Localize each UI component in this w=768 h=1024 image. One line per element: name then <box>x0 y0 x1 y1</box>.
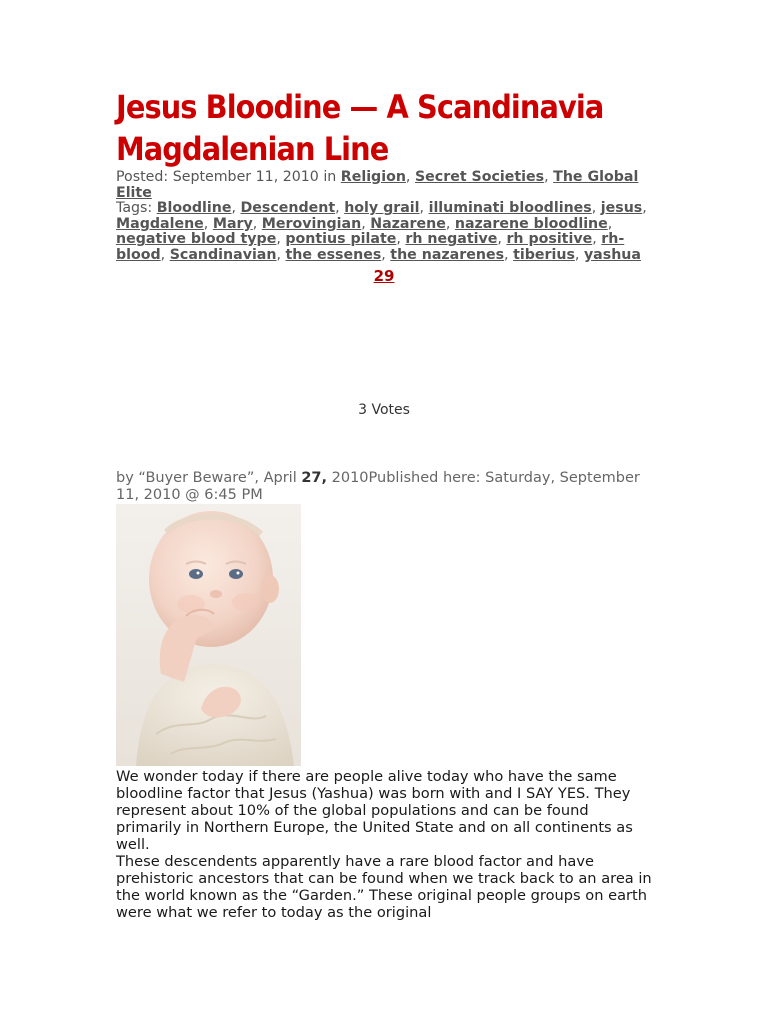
tag-separator: , <box>497 231 507 248</box>
tags-label: Tags: <box>116 200 157 217</box>
votes-label: 3 Votes <box>358 402 410 418</box>
tag-link[interactable]: yashua <box>583 246 641 263</box>
tag-separator: , <box>591 200 601 217</box>
baby-photo <box>116 504 301 766</box>
tag-link[interactable]: Descendent <box>240 200 336 217</box>
category-link-global-elite[interactable]: The Global Elite <box>116 169 639 201</box>
tag-separator: , <box>381 246 391 263</box>
post-title: Jesus Bloodine — A Scandinavia Magdalenian Line <box>116 88 604 168</box>
tag-separator: , <box>396 231 406 248</box>
post-tags <box>116 201 652 263</box>
byline <box>116 470 652 504</box>
tag-link[interactable]: Mary <box>212 215 253 232</box>
tag-separator: , <box>592 231 602 248</box>
tag-link[interactable]: Scandinavian <box>169 246 277 263</box>
comment-count-row <box>116 267 652 285</box>
tag-link[interactable]: the essenes <box>285 246 382 263</box>
tag-separator: , <box>203 215 213 232</box>
tag-separator: , <box>276 231 286 248</box>
tag-link[interactable]: the nazarenes <box>390 246 505 263</box>
article-paragraph: These descendents apparently have a rare blood factor and have prehistoric ancestors that can be found when we track back to an area in the world known as the “Garden.” These original people groups on earth were what we refer to today as the original <box>116 853 652 921</box>
tag-link[interactable]: negative blood type <box>116 231 277 248</box>
tag-link[interactable]: jesus <box>600 200 643 217</box>
tag-separator: , <box>276 246 286 263</box>
tag-link[interactable]: illuminati bloodlines <box>428 200 592 217</box>
article-body <box>116 768 656 921</box>
tag-separator: , <box>361 215 371 232</box>
tag-link[interactable]: rh positive <box>506 231 593 248</box>
tag-link[interactable]: Merovingian <box>261 215 362 232</box>
byline-prefix: by “Buyer Beware”, April <box>116 470 302 486</box>
tag-separator: , <box>445 215 455 232</box>
tag-link[interactable]: Bloodline <box>156 200 232 217</box>
tag-link[interactable]: tiberius <box>513 246 575 263</box>
tag-separator: , <box>642 200 647 217</box>
tag-link[interactable]: rh negative <box>405 231 498 248</box>
comment-count-link[interactable]: 29 <box>373 266 395 285</box>
byline-suffix: 2010Published here: Saturday, September 11, 2010 @ 6:45 PM <box>116 470 640 503</box>
tag-separator: , <box>335 200 345 217</box>
tag-separator: , <box>252 215 262 232</box>
tag-link[interactable]: Magdalene <box>116 215 204 232</box>
category-link-secret-societies[interactable]: Secret Societies <box>414 169 545 185</box>
category-link-religion[interactable]: Religion <box>340 169 406 185</box>
tag-separator: , <box>160 246 170 263</box>
tag-separator: , <box>574 246 584 263</box>
tag-separator: , <box>504 246 514 263</box>
post-content <box>116 86 652 921</box>
article-paragraph: We wonder today if there are people alive today who have the same bloodline factor that Jesus (Yashua) was born with and I SAY YES. They represent about 10% of the global populations and can be found primarily in Northern Europe, the United State and on all continents as well. <box>116 768 633 853</box>
tag-separator: , <box>607 215 613 232</box>
tag-link[interactable]: Nazarene <box>370 215 446 232</box>
tag-link[interactable]: rh-blood <box>116 231 625 263</box>
tag-link[interactable]: holy grail <box>344 200 420 217</box>
baby-photo-image <box>116 504 301 766</box>
tag-separator: , <box>419 200 429 217</box>
byline-day: 27, <box>301 470 328 486</box>
posted-date: Posted: September 11, 2010 in <box>116 169 341 185</box>
tag-separator: , <box>231 200 241 217</box>
post-meta: Posted: September 11, 2010 in Religion, Secret Societies, The Global Elite <box>116 169 639 201</box>
tag-link[interactable]: pontius pilate <box>285 231 397 248</box>
tag-link[interactable]: nazarene bloodline <box>454 215 608 232</box>
